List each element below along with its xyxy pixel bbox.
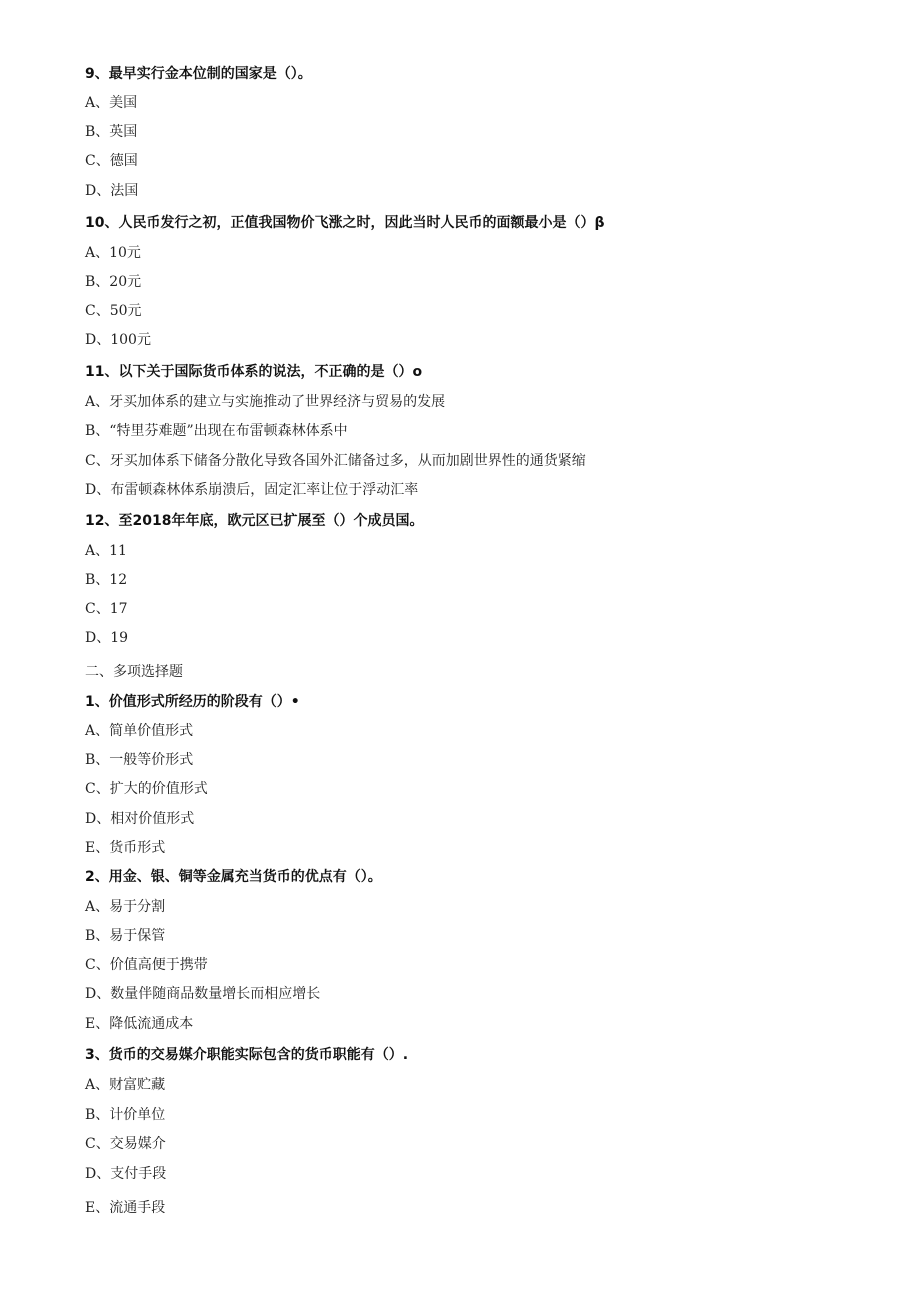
option-a: A、财富贮藏 [85,1077,166,1093]
option-a: A、11 [85,543,127,559]
option-b: B、一般等价形式 [85,752,194,768]
option-c: C、17 [85,601,128,617]
option-a: A、牙买加体系的建立与实施推动了世界经济与贸易的发展 [85,394,446,410]
option-c: C、价值高便于携带 [85,957,208,973]
option-a: A、10元 [85,245,141,261]
option-b: B、“特里芬难题”出现在布雷顿森林体系中 [85,423,348,439]
option-d: D、数量伴随商品数量增长而相应增长 [85,986,321,1002]
option-d: D、法国 [85,183,139,199]
question-12: 12、至2018年年底，欧元区已扩展至（）个成员国。 [85,513,424,529]
option-c: C、扩大的价值形式 [85,781,208,797]
option-b: B、12 [85,572,128,588]
option-b: B、20元 [85,274,142,290]
question-m2: 2、用金、银、铜等金属充当货币的优点有（）。 [85,869,382,885]
option-c: C、德国 [85,153,138,169]
option-a: A、简单价值形式 [85,723,194,739]
option-d: D、100元 [85,332,151,348]
option-c: C、牙买加体系下储备分散化导致各国外汇储备过多，从而加剧世界性的通货紧缩 [85,453,586,469]
option-a: A、美国 [85,95,138,111]
option-e: E、降低流通成本 [85,1016,194,1032]
option-a: A、易于分割 [85,899,166,915]
question-9: 9、最早实行金本位制的国家是（）。 [85,66,312,82]
option-e: E、货币形式 [85,840,166,856]
question-10: 10、人民币发行之初，正值我国物价飞涨之时，因此当时人民币的面额最小是（）β [85,215,605,231]
option-d: D、相对价值形式 [85,811,195,827]
option-b: B、英国 [85,124,138,140]
option-d: D、19 [85,630,129,646]
option-e: E、流通手段 [85,1200,166,1216]
question-11: 11、以下关于国际货币体系的说法，不正确的是（）o [85,364,423,380]
question-m3: 3、货币的交易媒介职能实际包含的货币职能有（）. [85,1047,409,1063]
option-c: C、50元 [85,303,142,319]
option-b: B、计价单位 [85,1107,166,1123]
option-c: C、交易媒介 [85,1136,166,1152]
question-m1: 1、价值形式所经历的阶段有（）• [85,694,300,710]
section-heading: 二、多项选择题 [85,664,183,680]
option-d: D、布雷顿森林体系崩溃后，固定汇率让位于浮动汇率 [85,482,419,498]
option-b: B、易于保管 [85,928,166,944]
option-d: D、支付手段 [85,1166,167,1182]
